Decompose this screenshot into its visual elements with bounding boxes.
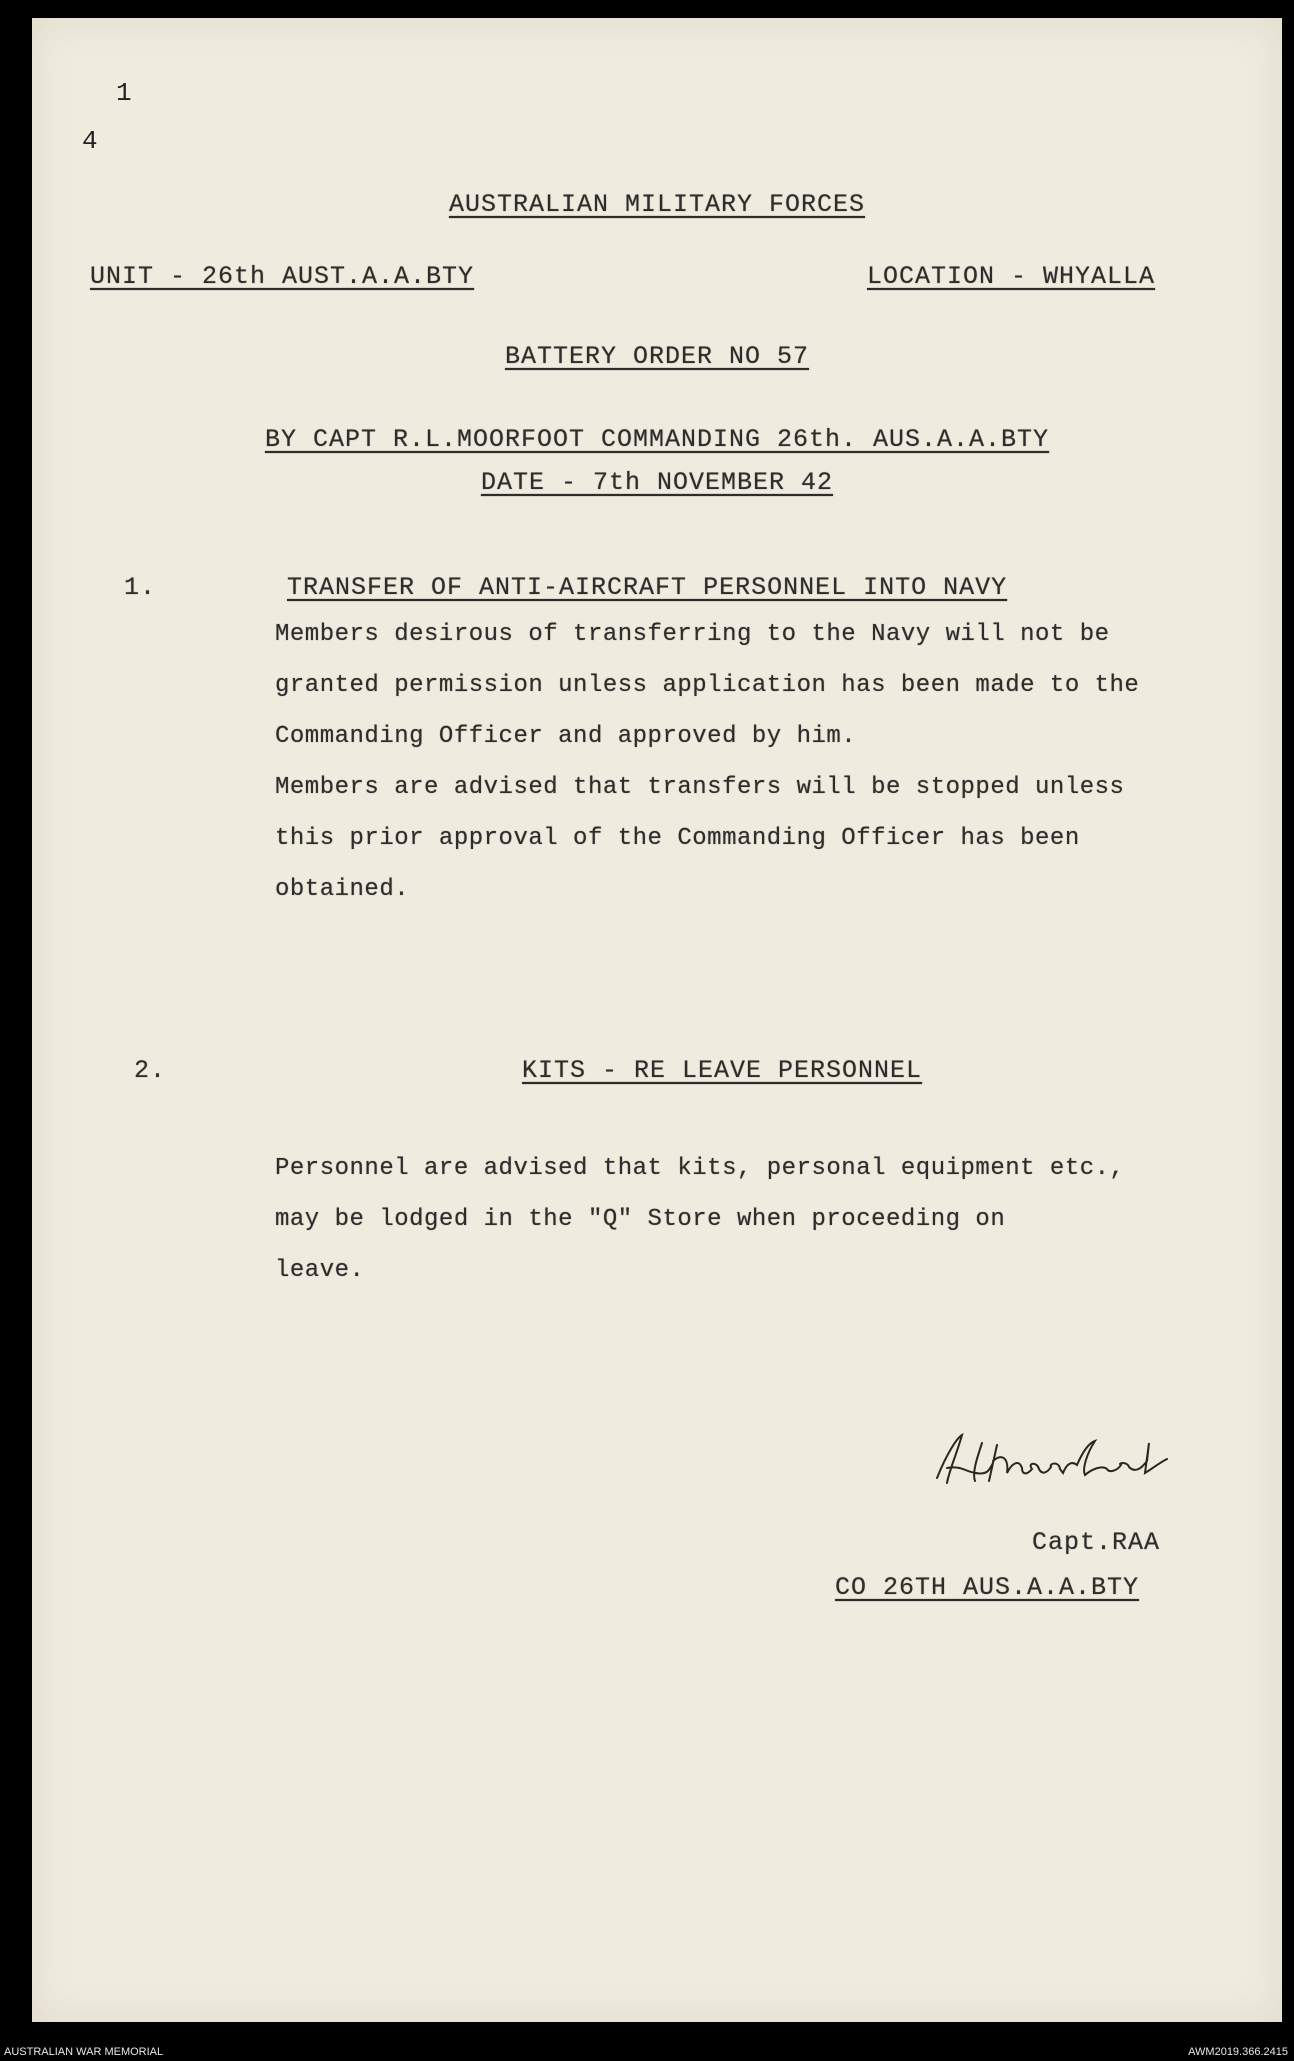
item-2-title: KITS - RE LEAVE PERSONNEL: [522, 1056, 923, 1085]
item-1-line: Members are advised that transfers will be stopped unless: [275, 774, 1125, 801]
location-line: LOCATION - WHYALLA: [867, 262, 1156, 291]
signatory-rank: Capt.RAA: [1032, 1528, 1161, 1557]
item-1-title: TRANSFER OF ANTI-AIRCRAFT PERSONNEL INTO NAVY: [287, 573, 1008, 602]
item-2-line: may be lodged in the "Q" Store when proceeding on: [275, 1206, 1006, 1233]
commanding-line: BY CAPT R.L.MOORFOOT COMMANDING 26th. AUS.A.A.BTY: [264, 425, 1050, 454]
footer-accession: AWM2019.366.2415: [1188, 2046, 1288, 2058]
margin-mark: 1: [116, 78, 132, 108]
item-2-line: Personnel are advised that kits, personal equipment etc.,: [275, 1155, 1125, 1182]
item-1-line: Commanding Officer and approved by him.: [275, 723, 857, 750]
handwritten-signature: [927, 1423, 1177, 1503]
item-1-number: 1.: [124, 573, 157, 602]
order-number: BATTERY ORDER NO 57: [504, 342, 810, 371]
footer-source: AUSTRALIAN WAR MEMORIAL: [4, 2046, 164, 2058]
item-1-line: Members desirous of transferring to the Navy will not be: [275, 621, 1110, 648]
item-1-body: [275, 609, 1155, 915]
forces-heading: AUSTRALIAN MILITARY FORCES: [448, 190, 866, 219]
item-1-line: this prior approval of the Commanding Officer has been: [275, 825, 1080, 852]
document-page: [32, 18, 1282, 2022]
signatory-title: CO 26TH AUS.A.A.BTY: [835, 1573, 1140, 1602]
item-2-body: [275, 1143, 1155, 1296]
unit-line: UNIT - 26th AUST.A.A.BTY: [90, 262, 475, 291]
item-2-line: leave.: [275, 1257, 365, 1284]
item-1-line: obtained.: [275, 876, 410, 903]
order-date: DATE - 7th NOVEMBER 42: [480, 468, 834, 497]
item-2-number: 2.: [134, 1056, 167, 1085]
margin-mark: 4: [82, 126, 98, 156]
item-1-line: granted permission unless application has been made to the: [275, 672, 1140, 699]
